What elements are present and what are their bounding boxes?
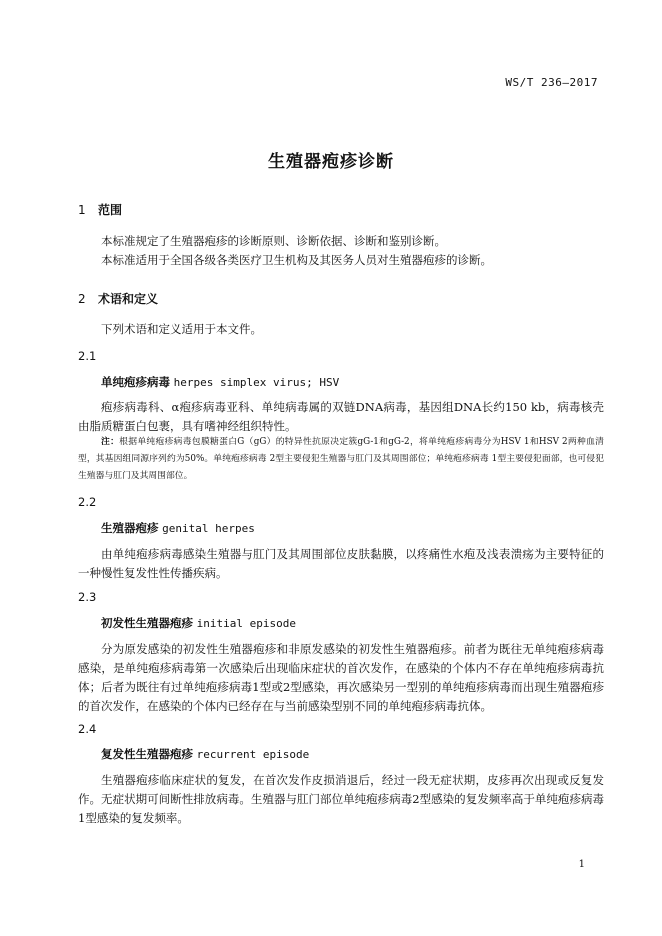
term-en: recurrent episode bbox=[196, 748, 310, 761]
term-zh: 初发性生殖器疱疹 bbox=[101, 616, 193, 630]
standard-code: WS/T 236—2017 bbox=[505, 76, 598, 89]
definition-2-1: 疱疹病毒科、α疱疹病毒亚科、单纯病毒属的双链DNA病毒，基因组DNA长约150 kb，病毒核壳由脂质糖蛋白包裹，具有嗜神经组织特性。 bbox=[78, 400, 604, 433]
term-en: herpes simplex virus; HSV bbox=[173, 376, 340, 389]
definition-2-3: 分为原发感染的初发性生殖器疱疹和非原发感染的初发性生殖器疱疹。前者为既往无单纯疱疹病毒感染，是单纯疱疹病毒第一次感染后出现临床症状的首次发作，在感染的个体内不存在单纯疱疹病毒抗体；后者为既往有过单纯疱疹病毒1型或2型感染，再次感染另一型别的单纯疱疹病毒而出现生殖器疱疹的首次发作，在感染的个体内已经存在与当前感染型别不同的单纯疱疹病毒抗体。 bbox=[78, 642, 604, 713]
note-2-1 bbox=[78, 434, 604, 485]
scope-paragraph-2: 本标准适用于全国各级各类医疗卫生机构及其医务人员对生殖器疱疹的诊断。 bbox=[101, 253, 492, 267]
document-title: 生殖器疱疹诊断 bbox=[268, 152, 394, 172]
term-zh: 单纯疱疹病毒 bbox=[101, 375, 170, 389]
clause-number-2-4: 2.4 bbox=[78, 722, 97, 736]
section-2-heading bbox=[78, 290, 158, 307]
term-en: genital herpes bbox=[162, 522, 255, 535]
definition-2-4: 生殖器疱疹临床症状的复发，在首次发作皮损消退后，经过一段无症状期，皮疹再次出现或反复发作。无症状期可间断性排放病毒。生殖器与肛门部位单纯疱疹病毒2型感染的复发频率高于单纯疱疹病毒1型感染的复发频率。 bbox=[78, 773, 604, 825]
section-1-heading bbox=[78, 201, 122, 218]
term-zh: 生殖器疱疹 bbox=[101, 521, 159, 535]
term-2-2 bbox=[101, 520, 255, 536]
section-number: 1 bbox=[78, 203, 86, 217]
term-2-3 bbox=[101, 615, 296, 631]
terms-intro: 下列术语和定义适用于本文件。 bbox=[101, 322, 262, 336]
note-text: 根据单纯疱疹病毒包膜糖蛋白G（gG）的特异性抗原决定簇gG-1和gG-2，将单纯疱疹病毒分为HSV 1和HSV 2两种血清型，其基因组同源序列约为50%。单纯疱疹病毒 2型主要侵犯生殖器与肛门及其周围部位；单纯疱疹病毒 1型主要侵犯面部，也可侵犯生殖器与肛门及其周围部位。 bbox=[78, 437, 604, 481]
page-number: 1 bbox=[578, 859, 585, 870]
note-label: 注： bbox=[101, 437, 120, 447]
section-number: 2 bbox=[78, 292, 86, 306]
clause-number-2-3: 2.3 bbox=[78, 590, 97, 604]
clause-number-2-2: 2.2 bbox=[78, 495, 97, 509]
term-2-1 bbox=[101, 374, 339, 390]
clause-number-2-1: 2.1 bbox=[78, 349, 97, 363]
term-en: initial episode bbox=[196, 617, 296, 630]
section-title: 范围 bbox=[98, 203, 123, 217]
section-title: 术语和定义 bbox=[98, 292, 159, 306]
term-2-4 bbox=[101, 746, 309, 762]
term-zh: 复发性生殖器疱疹 bbox=[101, 747, 193, 761]
scope-paragraph-1: 本标准规定了生殖器疱疹的诊断原则、诊断依据、诊断和鉴别诊断。 bbox=[101, 234, 446, 248]
definition-2-2: 由单纯疱疹病毒感染生殖器与肛门及其周围部位皮肤黏膜，以疼痛性水疱及浅表溃疡为主要特征的一种慢性复发性性传播疾病。 bbox=[78, 547, 604, 580]
